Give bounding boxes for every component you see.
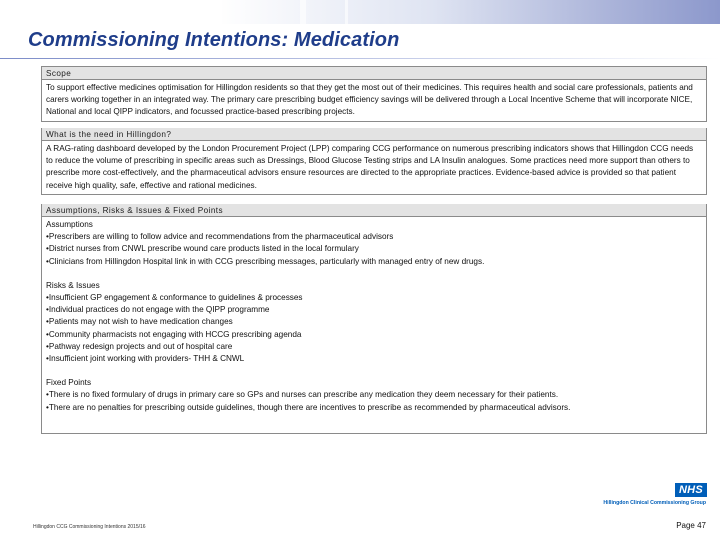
need-text: A RAG-rating dashboard developed by the London Procurement Project (LPP) comparing CCG performance on numerous prescribing indicators shows that Hillingdon CCG needs to reduce the volume of prescribing in specific areas such as Dressings, Blood Glucose Testing strips and LA Insulin analogues. Some practices need more support than others to prescribe more cost-effectively, and the pharmaceutical advisors ensure resources are directed to the appropriate practices. Evidence-based advice is provided so that patient receive high quality, safe, effective and rational medicines.: [46, 144, 694, 190]
band-stripe: [212, 0, 222, 24]
fixed-points-title: Fixed Points: [46, 378, 92, 388]
page-title: Commissioning Intentions: Medication: [28, 29, 400, 51]
band-stripe: [345, 0, 348, 24]
header-band: [0, 0, 720, 24]
list-item: •Community pharmacists not engaging with HCCG prescribing agenda: [46, 329, 302, 339]
risks-title: Risks & Issues: [46, 280, 100, 290]
list-item: •Clinicians from Hillingdon Hospital link in with CCG prescribing messages, particularly with managed entry of new drugs.: [46, 256, 485, 266]
list-item: •There is no fixed formulary of drugs in primary care so GPs and nurses can prescribe any medication they deem necessary for their patients.: [46, 390, 559, 400]
assumptions-title: Assumptions: [46, 220, 93, 229]
assumptions-header: Assumptions, Risks & Issues & Fixed Points: [42, 204, 706, 217]
assumptions-body: [42, 217, 706, 416]
band-stripe: [300, 0, 306, 24]
scope-section: [41, 66, 707, 122]
title-divider: [0, 58, 720, 59]
page-number: Page 47: [676, 521, 706, 530]
nhs-logo: NHS: [675, 483, 707, 497]
list-item: •Insufficient GP engagement & conformance to guidelines & processes: [46, 293, 303, 303]
ccg-name: Hillingdon Clinical Commissioning Group: [603, 500, 706, 506]
list-item: •Individual practices do not engage with the QIPP programme: [46, 305, 270, 315]
need-section: [41, 128, 707, 195]
scope-text: To support effective medicines optimisation for Hillingdon residents so that they get the most out of their medicines. This requires health and social care professionals, patients and carers working together in an integrated way. The primary care prescribing budget efficiency savings will be delivered through a Local Incentive Scheme that will incorporate NICE, National and local QIPP indicators, and focussed practice-based prescribing projects.: [46, 83, 693, 117]
list-item: •There are no penalties for prescribing outside guidelines, though there are incentives to prescribe as recommended by pharmaceutical advisors.: [46, 402, 571, 412]
need-header: What is the need in Hillingdon?: [42, 128, 706, 141]
list-item: •Prescribers are willing to follow advice and recommendations from the pharmaceutical advisors: [46, 232, 394, 242]
footer-caption: Hillingdon CCG Commissioning Intentions 2015/16: [33, 524, 146, 530]
list-item: •District nurses from CNWL prescribe wound care products listed in the local formulary: [46, 244, 359, 254]
list-item: •Pathway redesign projects and out of hospital care: [46, 341, 233, 351]
list-item: •Insufficient joint working with providers- THH & CNWL: [46, 354, 245, 364]
scope-header: Scope: [42, 67, 706, 80]
assumptions-section: [41, 204, 707, 434]
list-item: •Patients may not wish to have medication changes: [46, 317, 233, 327]
